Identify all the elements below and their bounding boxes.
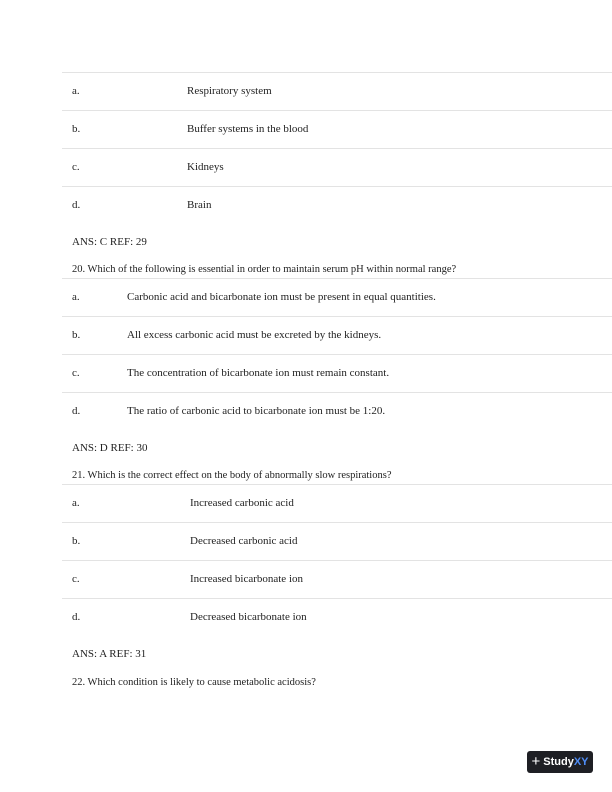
- choice-letter: d.: [72, 199, 81, 211]
- choice-text: All excess carbonic acid must be excreted by the kidneys.: [127, 329, 382, 341]
- answer-ref: ANS: C REF: 29: [72, 236, 147, 248]
- choice-row: [62, 186, 612, 224]
- choice-letter: b.: [72, 329, 81, 341]
- choice-letter: a.: [72, 497, 80, 509]
- choice-row: [62, 72, 612, 110]
- choice-row: [62, 598, 612, 636]
- choice-row: [62, 354, 612, 392]
- choice-row: [62, 484, 612, 522]
- choice-text: Increased carbonic acid: [190, 497, 294, 509]
- choice-text: Brain: [187, 199, 212, 211]
- choice-table-q20: [62, 278, 612, 430]
- choice-text: The ratio of carbonic acid to bicarbonate ion must be 1:20.: [127, 405, 386, 417]
- choice-text: Buffer systems in the blood: [187, 123, 309, 135]
- choice-table-q19: [62, 72, 612, 224]
- brand-accent: XY: [573, 756, 589, 768]
- choice-letter: d.: [72, 611, 81, 623]
- question-text: 20. Which of the following is essential in order to maintain serum pH within normal range?: [72, 264, 457, 275]
- answer-ref: ANS: A REF: 31: [72, 648, 147, 660]
- choice-row: [62, 392, 612, 430]
- choice-row: [62, 110, 612, 148]
- choice-letter: d.: [72, 405, 81, 417]
- choice-text: Carbonic acid and bicarbonate ion must be present in equal quantities.: [127, 291, 436, 303]
- choice-row: [62, 148, 612, 186]
- choice-letter: b.: [72, 123, 81, 135]
- brand-logo: [543, 756, 588, 768]
- choice-text: Decreased carbonic acid: [190, 535, 298, 547]
- choice-text: Respiratory system: [187, 85, 272, 97]
- choice-letter: c.: [72, 367, 80, 379]
- plus-icon: +: [531, 753, 541, 770]
- choice-table-q21: [62, 484, 612, 636]
- choice-text: The concentration of bicarbonate ion must remain constant.: [127, 367, 390, 379]
- choice-row: [62, 278, 612, 316]
- choice-row: [62, 316, 612, 354]
- choice-text: Increased bicarbonate ion: [190, 573, 303, 585]
- brand-main: Study: [543, 756, 574, 768]
- choice-letter: c.: [72, 573, 80, 585]
- choice-letter: b.: [72, 535, 81, 547]
- choice-letter: a.: [72, 291, 80, 303]
- question-text: 21. Which is the correct effect on the body of abnormally slow respirations?: [72, 470, 392, 481]
- answer-ref: ANS: D REF: 30: [72, 442, 148, 454]
- choice-letter: a.: [72, 85, 80, 97]
- studyxy-badge[interactable]: [527, 751, 593, 773]
- choice-row: [62, 522, 612, 560]
- choice-letter: c.: [72, 161, 80, 173]
- choice-row: [62, 560, 612, 598]
- question-text: 22. Which condition is likely to cause metabolic acidosis?: [72, 677, 316, 688]
- choice-text: Decreased bicarbonate ion: [190, 611, 307, 623]
- choice-text: Kidneys: [187, 161, 224, 173]
